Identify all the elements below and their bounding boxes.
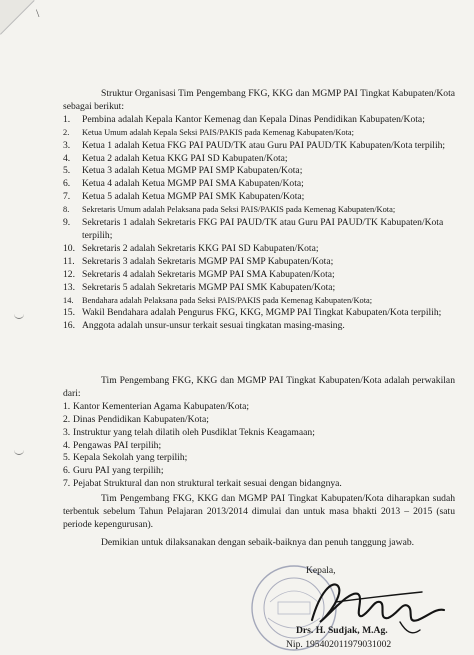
- corner-mark: \: [36, 6, 40, 20]
- closing-section: [63, 537, 455, 550]
- structure-item: [63, 153, 455, 166]
- item-text: Anggota adalah unsur-unsur terkait sesuai tingkatan masing-masing.: [82, 320, 345, 332]
- item-number: 6.: [63, 465, 71, 477]
- representation-item: [63, 452, 455, 465]
- structure-item: [63, 320, 455, 333]
- structure-item: [63, 204, 455, 217]
- formation-section: [63, 493, 455, 532]
- item-number: 11.: [63, 255, 75, 267]
- item-number: 8.: [63, 205, 70, 215]
- representation-section: [63, 375, 455, 491]
- structure-item: [63, 140, 455, 153]
- structure-item: [63, 127, 455, 140]
- item-number: 7.: [63, 478, 71, 490]
- item-text: Sekretaris 4 adalah Sekretaris MGMP PAI SMA Kabupaten/Kota;: [82, 268, 335, 280]
- item-number: 13.: [63, 281, 75, 293]
- item-number: 7.: [63, 191, 71, 203]
- item-number: 2.: [63, 127, 70, 137]
- representation-item: [63, 440, 455, 453]
- item-number: 12.: [63, 268, 75, 280]
- item-text: Sekretaris 1 adalah Sekretaris FKG PAI PAUD/TK atau Guru PAI PAUD/TK Kabupaten/Kota terpilih;: [82, 217, 444, 241]
- item-text: Ketua 1 adalah Ketua FKG PAI PAUD/TK atau Guru PAI PAUD/TK Kabupaten/Kota terpilih;: [82, 139, 446, 151]
- structure-item: [63, 217, 455, 243]
- signatory-nip: Nip. 195402011979031002: [286, 639, 392, 650]
- structure-item: [63, 282, 455, 295]
- binding-hole-mark: [14, 312, 24, 319]
- item-text: Ketua 2 adalah Ketua KKG PAI SD Kabupaten/Kota;: [82, 152, 288, 164]
- structure-section: [63, 88, 455, 333]
- item-text: Ketua 5 adalah Ketua MGMP PAI SMK Kabupaten/Kota;: [82, 191, 305, 203]
- structure-item: [63, 191, 455, 204]
- signatory-title: Kepala,: [306, 565, 336, 576]
- structure-item: [63, 307, 455, 320]
- item-number: 5.: [63, 452, 71, 464]
- item-text: Ketua 4 adalah Ketua MGMP PAI SMA Kabupaten/Kota;: [82, 178, 304, 190]
- signatory-name: Drs. H. Sudjak, M.Ag.: [296, 625, 388, 636]
- binding-hole-mark: [14, 448, 24, 455]
- item-number: 6.: [63, 178, 71, 190]
- item-text: Ketua 3 adalah Ketua MGMP PAI SMP Kabupaten/Kota;: [82, 165, 303, 177]
- representation-intro: Tim Pengembang FKG, KKG dan MGMP PAI Tingkat Kabupaten/Kota adalah perwakilan dari:: [63, 375, 455, 399]
- representation-item: [63, 465, 455, 478]
- item-text: Pembina adalah Kepala Kantor Kemenag dan Kepala Dinas Pendidikan Kabupaten/Kota;: [82, 113, 425, 125]
- item-number: 4.: [63, 152, 71, 164]
- item-number: 3.: [63, 426, 71, 438]
- item-text: Sekretaris 2 adalah Sekretaris KKG PAI SD Kabupaten/Kota;: [82, 242, 319, 254]
- item-text: Sekretaris 3 adalah Sekretaris MGMP PAI SMP Kabupaten/Kota;: [82, 255, 334, 267]
- item-text: Dinas Pendidikan Kabupaten/Kota;: [73, 413, 209, 425]
- item-number: 4.: [63, 439, 71, 451]
- item-number: 5.: [63, 165, 71, 177]
- item-text: Bendahara adalah Pelaksana pada Seksi PAIS/PAKIS pada Kemenag Kabupaten/Kota;: [82, 295, 373, 305]
- representation-item: [63, 427, 455, 440]
- formation-paragraph: Tim Pengembang FKG, KKG dan MGMP PAI Tingkat Kabupaten/Kota diharapkan sudah terbentuk sebelum Tahun Pelajaran 2013/2014 dimulai dan untuk masa bhakti 2013 – 2015 (satu periode kepengurusan).: [63, 493, 455, 530]
- item-text: Kepala Sekolah yang terpilih;: [73, 452, 188, 464]
- item-number: 1.: [63, 400, 71, 412]
- item-text: Guru PAI yang terpilih;: [73, 465, 164, 477]
- representation-list: [63, 401, 455, 491]
- item-text: Wakil Bendahara adalah Pengurus FKG, KKG, MGMP PAI Tingkat Kabupaten/Kota terpilih;: [82, 307, 442, 319]
- item-number: 10.: [63, 242, 75, 254]
- item-number: 14.: [63, 295, 74, 305]
- structure-item: [63, 256, 455, 269]
- item-text: Ketua Umum adalah Kepala Seksi PAIS/PAKIS pada Kemenag Kabupaten/Kota;: [82, 127, 354, 137]
- item-number: 2.: [63, 413, 71, 425]
- item-text: Instruktur yang telah dilatih oleh Pusdiklat Teknis Keagamaan;: [73, 426, 315, 438]
- item-number: 15.: [63, 307, 75, 319]
- item-text: Pejabat Struktural dan non struktural terkait sesuai dengan bidangnya.: [73, 478, 342, 490]
- item-number: 3.: [63, 139, 71, 151]
- closing-sentence: Demikian untuk dilaksanakan dengan sebaik-baiknya dan penuh tanggung jawab.: [101, 537, 415, 548]
- structure-list: [63, 114, 455, 333]
- representation-item: [63, 478, 455, 491]
- item-number: 1.: [63, 113, 71, 125]
- item-number: 9.: [63, 217, 71, 229]
- item-text: Sekretaris 5 adalah Sekretaris MGMP PAI SMK Kabupaten/Kota;: [82, 281, 336, 293]
- structure-item: [63, 269, 455, 282]
- structure-intro: Struktur Organisasi Tim Pengembang FKG, KKG dan MGMP PAI Tingkat Kabupaten/Kota sebagai berikut:: [63, 88, 455, 112]
- structure-item: [63, 295, 455, 308]
- item-text: Kantor Kementerian Agama Kabupaten/Kota;: [73, 400, 250, 412]
- structure-item: [63, 243, 455, 256]
- item-text: Sekretaris Umum adalah Pelaksana pada Seksi PAIS/PAKIS pada Kemenag Kabupaten/Kota;: [82, 205, 396, 215]
- structure-item: [63, 165, 455, 178]
- item-number: 16.: [63, 320, 75, 332]
- item-text: Pengawas PAI terpilih;: [73, 439, 162, 451]
- structure-item: [63, 178, 455, 191]
- representation-item: [63, 414, 455, 427]
- structure-item: [63, 114, 455, 127]
- representation-item: [63, 401, 455, 414]
- signature-block: [248, 562, 458, 655]
